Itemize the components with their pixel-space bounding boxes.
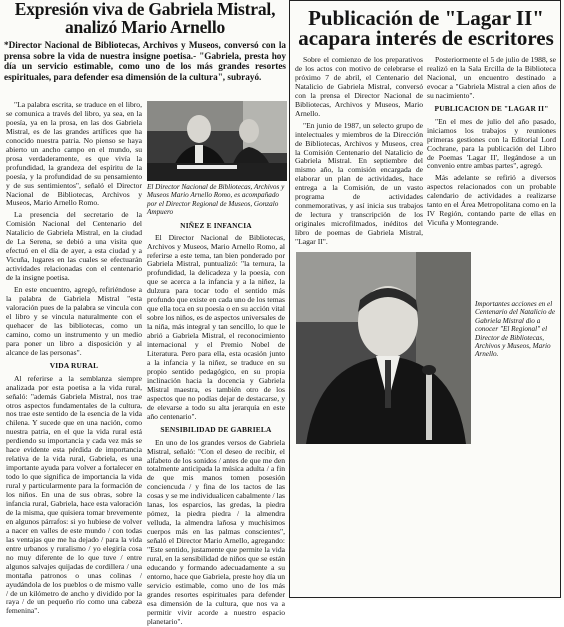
right-column-2 (427, 56, 556, 246)
right-photo-caption: Importantes acciones en el Centenario del Natalicio de Gabriela Mistral dio a conocer "El Regional" el Director de Bibliotecas, Archivos y Museos, Mario Arnello. (475, 300, 556, 359)
left-col1-body (6, 101, 142, 616)
paragraph: "En junio de 1987, un selecto grupo de intelectuales y miembros de la Dirección de Bibliotecas, Archivos y Museos, crea la Comisión Centenario del Natalicio de Gabriela Mistral. En septiembre del mismo año, la comisión encargada de elaborar un plan de actividades, hace entrega a la Comisión, de un vasto programa de actividades conmemorativas, y así inicia sus trabajos de lectura y transcripción de los originales microfilmados, inéditos del libro de poemas de Gabriela Mistral, "Lagar II". (295, 120, 423, 247)
left-column-2 (147, 183, 285, 626)
photo-image (147, 101, 287, 181)
right-col2-body (427, 56, 556, 228)
right-headline: Publicación de "Lagar II" acapara interés de escritores (298, 6, 554, 50)
section-heading-lagar: PUBLICACION DE "LAGAR II" (434, 103, 549, 113)
right-photo-caption-block (475, 300, 557, 440)
section-heading-vida-rural: VIDA RURAL (49, 360, 99, 370)
left-col2-body (147, 234, 285, 627)
left-subheadline: *Director Nacional de Bibliotecas, Archivos y Museos, conversó con la prensa sobre la vida de nuestra insigne poetisa.- "Gabriela, presta hoy día un servicio estimable, como uno de los más grandes resortes espirituales, para defender esa dimensión de la cultura", subrayó. (4, 40, 286, 82)
paragraph: Posteriormente el 5 de julio de 1988, se realizó en la Sala Ercilla de la Biblioteca Nacional, un encuentro destinado a evocar a "Gabriela Mistral a cien años de su nacimiento". (427, 55, 556, 100)
paragraph: Más adelante se refirió a diversos aspectos relacionados con un probable calendario de actividades a realizarse tanto en el Área Metropolitana como en la IV Región, contando parte de ellas en Vicuña y Montegrande. (427, 173, 556, 228)
paragraph: El Director Nacional de Bibliotecas, Archivos y Museos, Mario Arnello Romo, al referirse a este tema, tan bien ponderado por Gabriela Mistral, puntualizó: "la ternura, la profundidad, la delicadeza y la poesía, con que se acerca a la infancia y a la niñez, la dulzura para tocar todo el sentido más profundo que existe en cada uno de los temas que ella toca en su poesía o en su acción vital sobre los niños, es de aspectos universales de la niña, más integral y tan sencillo, lo que le abrió a Gabriela Mistral, el reconocimiento internacional y el Premio Nobel de Literatura. Pero para ella, esta ocasión junto a la infancia y la niñez, se traduce en su propio sentido pedagógico, en su propia inclinación hacia la docencia y Gabriela Mistral maestra, es también otro de los aspectos que no podías dejar de destacarse, y de elevarse a todo su alta jerarquía en este año centenario". (147, 232, 285, 421)
paragraph: "La palabra escrita, se traduce en el libro, se comunica a través del libro, ya sea, en la poesía, ya en la prosa, en las dos Gabriela Mistral, es de las grandes artífices que ha conocido nuestra patria. No pienso se haya abierto un ancho campo en el mundo, su prosa verdaderamente, es que vivía la profundidad, la grandeza del espíritu de la poesía, y la profundidad de su pensamiento y de sus sentimientos", señaló el Director Nacional de Bibliotecas, Archivos y Museos, Mario Arnello Romo. (6, 100, 142, 208)
photo-arnello-portrait (296, 252, 471, 444)
left-headline: Expresión viva de Gabriela Mistral, analizó Mario Arnello (14, 0, 276, 37)
paragraph: En este encuentro, agregó, refiriéndose a la palabra de Gabriela Mistral "esta valoración pues de la palabra se vincula con el libro y se vincula naturalmente con el quehacer de las bibliotecas, como un camino, como un instrumento y un medio para poner un libro a disposición y al alcance de las personas". (6, 285, 142, 357)
photo-arnello-ampuero (147, 101, 287, 181)
section-heading-sensibilidad: SENSIBILIDAD DE GABRIELA (160, 424, 272, 434)
paragraph: La presencia del secretario de la Comisión Nacional del Centenario del Natalicio de Gabriela Mistral, en la ciudad de La Serena, se debió a una visita que efectuó en el día de ayer, a esta ciudad y a Vicuña, lugares en las cuales se efectuarán actividades relacionadas con el centenario de la insigne poetisa. (6, 210, 142, 283)
paragraph: Sobre el comienzo de los preparativos de los actos con motivo de celebrarse el próximo 7 de abril, el Centenario del Natalicio de Gabriela Mistral, conversó con la prensa el Director Nacional de Bibliotecas, Archivos y Museos, Mario Arnello. (295, 55, 423, 118)
left-photo-caption: El Director Nacional de Bibliotecas, Archivos y Museos Mario Arnello Romo, es acompañado por el Director Regional de Museos, Gonzalo Ampuero (147, 183, 285, 217)
photo-image (296, 252, 471, 444)
paragraph: Al referirse a la semblanza siempre analizada por esta poetisa a la vida rural, señaló: "además Gabriela Mistral, nos trae otros aspectos fundamentales de la cultura, nos trae este sentido de la esencia de la vida chilena. Y sucede que en una nación, como nuestra patria, en el que la vida rural está perdiendo su importancia y cada vez más se hace evidente esta pérdida de importancia relativa de la vida rural, Gabriela, es una importante ayuda para volver a fortalecer en todo lo que significa de importancia la vida rural y particularmente para la formación de los niños. En una de sus obras, sobre la infancia rural, Gabriela, hace esta valoración de la misma, que quisiera tomar brevemente en algunos párrafos: si yo hubiese de volver a nacer en valles de este mundo / con todas las ventajas que me ha dejado / para la vida entre urbanos y ruralismo / yo elegiría cosa no muy diferente de lo que tuve / entre algunos salvajes quijadas de cordillera / una montaña patronos o unas colinas / ayudándola de los pueblos o de mismo valle / de un kilómetro de ancho y dividido por la raya / de un pequeño río como una cabeza femenina". (6, 373, 142, 616)
left-column-1 (6, 100, 142, 616)
paragraph: "En el mes de julio del año pasado, iniciamos los trabajos y reuniones primeras gestiones con la Editorial Lord Cochrane, para la publicación del Libro de Poemas 'Lagar II', llegándose a un convenio entre ambas partes", agregó. (427, 116, 556, 171)
right-col1-body (295, 56, 423, 247)
right-column-1 (295, 56, 423, 276)
paragraph: En uno de los grandes versos de Gabriela Mistral, señaló: "Con el deseo de recibir, el alfabeto de los sonidos / antes de que me den totalmente anticipada la música adulta / a fin de que mis manos tomen posesión conciencuda / y fina de los tactos de las cosas y se me individualicen cabalmente / las lanas, los esparcios, las gredas, la piedra pómez, la piedra piedra / la almendra velluda, la almendra lañosa y muchísimos cuerpos más en las palmas conscientes", señaló el Director Mario Arnello, agregando: "Este sentido, justamente que permite la vida rural, en la sensibilidad de niños que se están educando y formando adecuadamente a su entorno, hace que Gabriela, preste hoy día un servicio estimable, como uno de los más grandes resortes espirituales para defender esa dimensión de la cultura, que nos va a permitir vivir acorde a nuestro espacio planetario". (147, 437, 285, 626)
section-heading-ninez: NIÑEZ E INFANCIA (180, 220, 252, 230)
